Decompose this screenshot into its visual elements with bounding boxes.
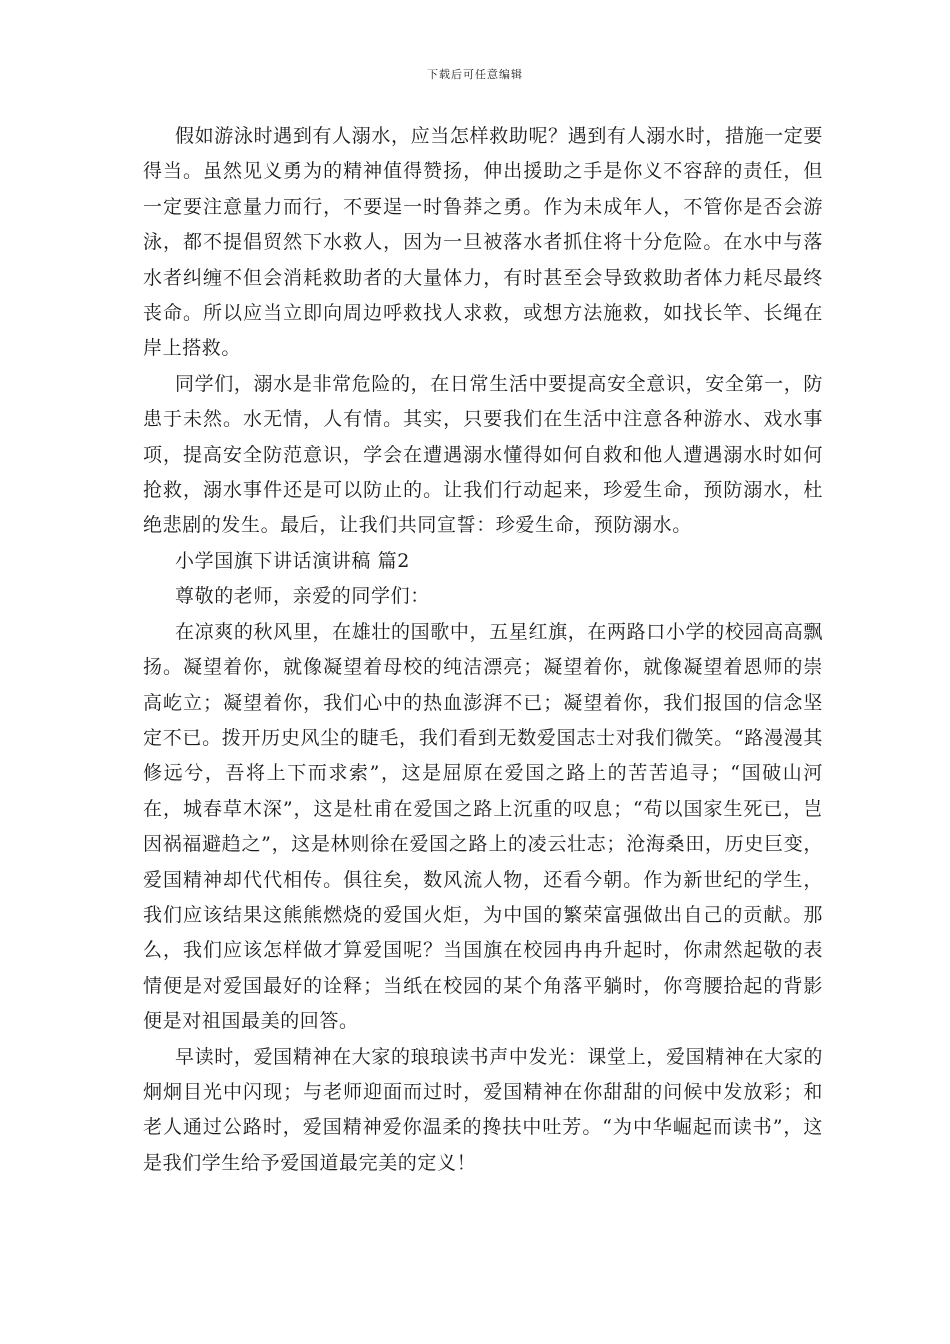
paragraph-drowning-rescue: 假如游泳时遇到有人溺水，应当怎样救助呢？遇到有人溺水时，措施一定要得当。虽然见义勇为的精神值得赞扬，伸出援助之手是你义不容辞的责任，但一定要注意量力而行，不要逞一时鲁莽之勇。作为未成年人，不管你是否会游泳，都不提倡贸然下水救人，因为一旦被落水者抓住将十分危险。在水中与落水者纠缠不但会消耗救助者的大量体力，有时甚至会导致救助者体力耗尽最终丧命。所以应当立即向周边呼救找人求救，或想方法施救，如找长竿、长绳在岸上搭救。 <box>143 125 823 360</box>
header-note: 下载后可任意编辑 <box>427 68 523 81</box>
salutation: 尊敬的老师，亲爱的同学们： <box>175 585 430 608</box>
paragraph-safety-awareness: 同学们，溺水是非常危险的，在日常生活中要提高安全意识，安全第一，防患于未然。水无情，人有情。其实，只要我们在生活中注意各种游水、戏水事项，提高安全防范意识，学会在遭遇溺水懂得如何自救和他人遭遇溺水时如何抢救，溺水事件还是可以防止的。让我们行动起来，珍爱生命，预防溺水，杜绝悲剧的发生。最后，让我们共同宣誓：珍爱生命，预防溺水。 <box>143 372 823 537</box>
paragraph-patriotism: 在凉爽的秋风里，在雄壮的国歌中，五星红旗，在两路口小学的校园高高飘扬。凝望着你，就像凝望着母校的纯洁漂亮；凝望着你，就像凝望着恩师的崇高屹立；凝望着你，我们心中的热血澎湃不已；凝望着你，我们报国的信念坚定不已。拨开历史风尘的睫毛，我们看到无数爱国志士对我们微笑。“路漫漫其修远兮，吾将上下而求索”，这是屈原在爱国之路上的苦苦追寻；“国破山河在，城春草木深”，这是杜甫在爱国之路上沉重的叹息；“苟以国家生死已，岂因祸福避趋之”，这是林则徐在爱国之路上的凌云壮志；沧海桑田，历史巨变，爱国精神却代代相传。俱往矣，数风流人物，还看今朝。作为新世纪的学生，我们应该结果这熊熊燃烧的爱国火炬，为中国的繁荣富强做出自己的贡献。那么，我们应该怎样做才算爱国呢？当国旗在校园冉冉升起时，你肃然起敬的表情便是对爱国最好的诠释；当纸在校园的某个角落平躺时，你弯腰拾起的背影便是对祖国最美的回答。 <box>143 620 823 1033</box>
document-body <box>143 119 823 1181</box>
paragraph-morning-reading: 早读时，爱国精神在大家的琅琅读书声中发光：课堂上，爱国精神在大家的炯炯目光中闪现；与老师迎面而过时，爱国精神在你甜甜的问候中发放彩；和老人通过公路时，爱国精神爱你温柔的搀扶中吐芳。“为中华崛起而读书”，这是我们学生给予爱国道最完美的定义！ <box>143 1045 823 1174</box>
section-heading: 小学国旗下讲话演讲稿 篇2 <box>175 549 410 572</box>
